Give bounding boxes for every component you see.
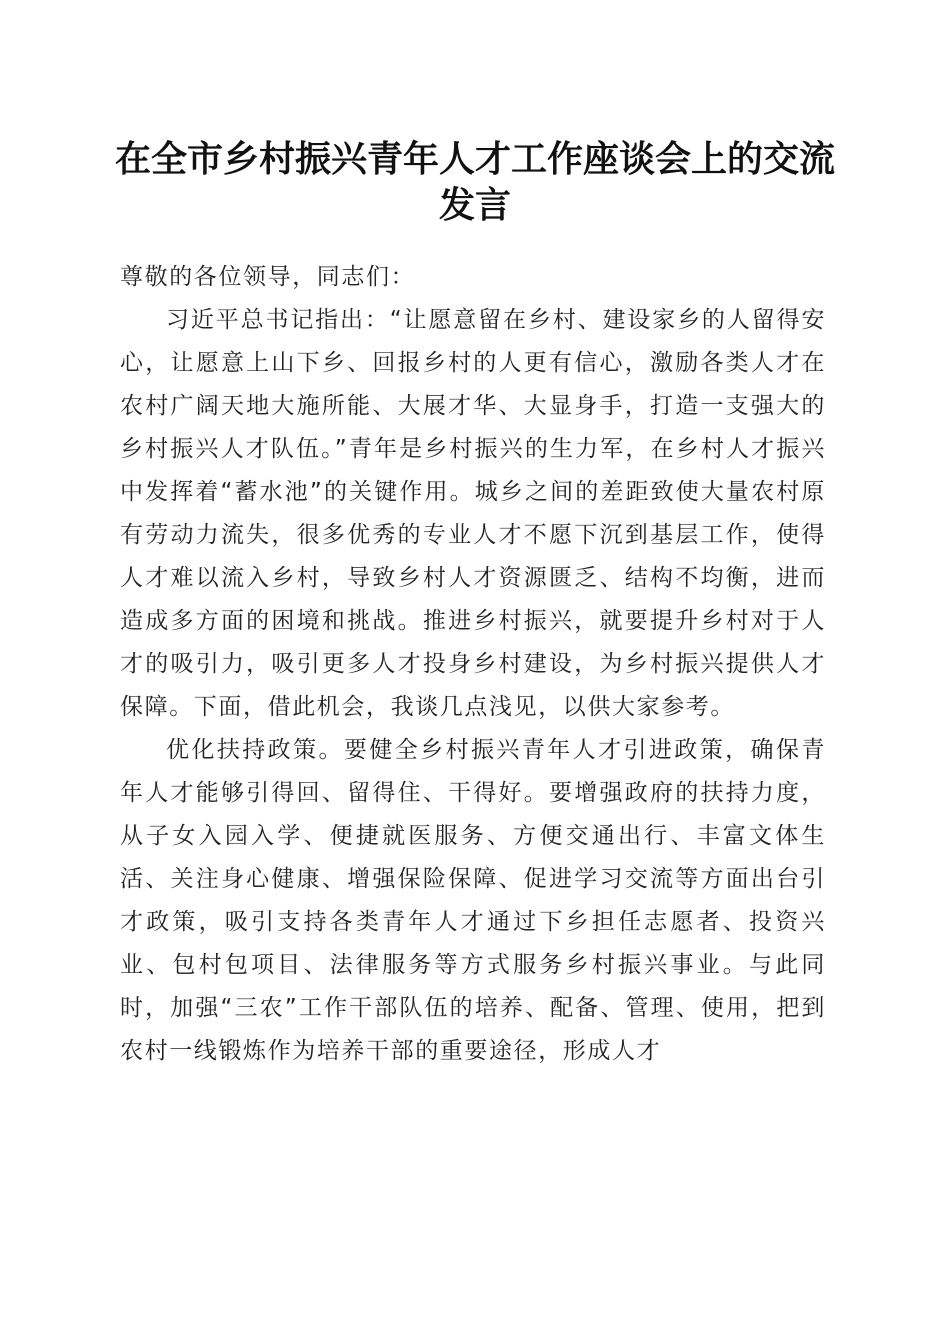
document-body: [120, 256, 826, 1073]
document-title: 在全市乡村振兴青年人才工作座谈会上的交流发言: [114, 138, 835, 226]
salutation: 尊敬的各位领导，同志们：: [120, 264, 416, 290]
paragraph-2: 优化扶持政策。要健全乡村振兴青年人才引进政策，确保青年人才能够引得回、留得住、干得好。要增强政府的扶持力度，从子女入园入学、便捷就医服务、方便交通出行、丰富文体生活、关注身心健康、增强保险保障、促进学习交流等方面出台引才政策，吸引支持各类青年人才通过下乡担任志愿者、投资兴业、包村包项目、法律服务等方式服务乡村振兴事业。与此同时，加强“三农”工作干部队伍的培养、配备、管理、使用，把到农村一线锻炼作为培养干部的重要途径，形成人才: [120, 737, 826, 1064]
paragraph-1: 习近平总书记指出：“让愿意留在乡村、建设家乡的人留得安心，让愿意上山下乡、回报乡村的人更有信心，激励各类人才在农村广阔天地大施所能、大展才华、大显身手，打造一支强大的乡村振兴人才队伍。”青年是乡村振兴的生力军，在乡村人才振兴中发挥着“蓄水池”的关键作用。城乡之间的差距致使大量农村原有劳动力流失，很多优秀的专业人才不愿下沉到基层工作，使得人才难以流入乡村，导致乡村人才资源匮乏、结构不均衡，进而造成多方面的困境和挑战。推进乡村振兴，就要提升乡村对于人才的吸引力，吸引更多人才投身乡村建设，为乡村振兴提供人才保障。下面，借此机会，我谈几点浅见，以供大家参考。: [120, 307, 826, 720]
